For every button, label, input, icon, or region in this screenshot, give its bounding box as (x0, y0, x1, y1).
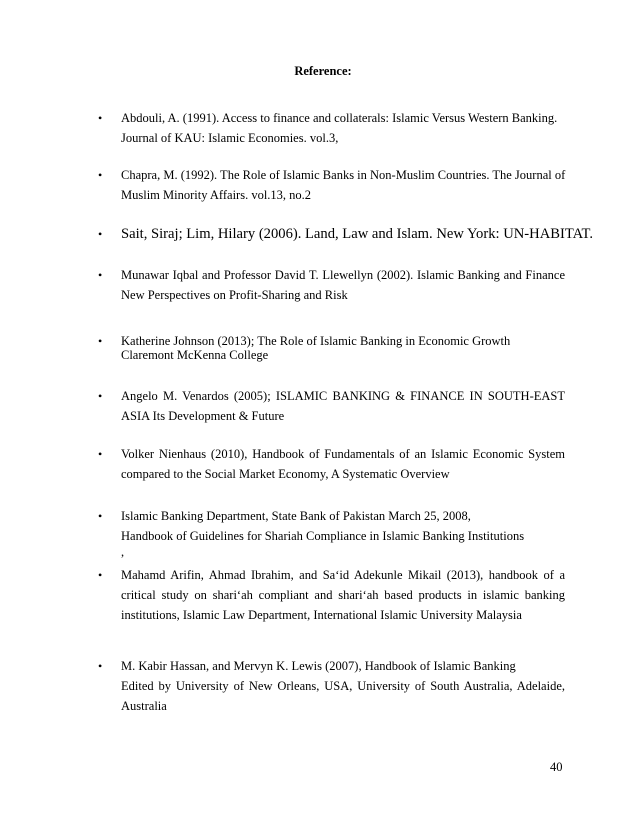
reference-line: Muslim Minority Affairs. vol.13, no.2 (121, 188, 312, 202)
reference-line: Sait, Siraj; Lim, Hilary (2006). Land, Law and Islam. New York: UN-HABITAT. (121, 226, 593, 242)
reference-item (98, 386, 565, 426)
reference-item (98, 165, 566, 205)
bullet-icon: • (98, 168, 103, 182)
reference-line: Handbook of Guidelines for Shariah Compliance in Islamic Banking Institutions (121, 529, 525, 543)
bullet-icon: • (98, 568, 103, 582)
reference-line: institutions, Islamic Law Department, International Islamic University Malaysia (121, 608, 522, 622)
reference-item (98, 506, 565, 559)
reference-line: Munawar Iqbal and Professor David T. Llewellyn (2002). Islamic Banking and Finance (121, 268, 565, 282)
reference-item (98, 334, 565, 362)
reference-item (98, 265, 565, 305)
reference-item (98, 444, 565, 484)
reference-line: M. Kabir Hassan, and Mervyn K. Lewis (2007), Handbook of Islamic Banking (121, 659, 516, 673)
bullet-icon: • (98, 334, 103, 348)
reference-line: Claremont McKenna College (121, 348, 269, 362)
page-number: 40 (550, 760, 563, 774)
reference-line: Journal of KAU: Islamic Economies. vol.3, (121, 131, 339, 145)
reference-line: Chapra, M. (1992). The Role of Islamic Banks in Non-Muslim Countries. The Journal of (121, 168, 566, 182)
reference-line: Katherine Johnson (2013); The Role of Islamic Banking in Economic Growth (121, 334, 511, 348)
reference-line: compared to the Social Market Economy, A Systematic Overview (121, 467, 450, 481)
reference-line: Mahamd Arifin, Ahmad Ibrahim, and Sa‘id Adekunle Mikail (2013), handbook of a (121, 568, 565, 582)
reference-line: Edited by University of New Orleans, USA, University of South Australia, Adelaide, (121, 679, 565, 693)
bullet-icon: • (98, 227, 103, 241)
reference-line: Volker Nienhaus (2010), Handbook of Fundamentals of an Islamic Economic System (121, 447, 565, 461)
reference-item (98, 224, 593, 244)
reference-line: critical study on shari‘ah compliant and shari‘ah based products in islamic banking (121, 588, 565, 602)
reference-item (98, 108, 565, 148)
reference-line: New Perspectives on Profit-Sharing and Risk (121, 288, 348, 302)
bullet-icon: • (98, 509, 103, 523)
reference-line: ASIA Its Development & Future (121, 409, 285, 423)
bullet-icon: • (98, 659, 103, 673)
reference-heading: Reference: (294, 64, 352, 78)
reference-line: Australia (121, 699, 167, 713)
reference-line: Abdouli, A. (1991). Access to finance and collaterals: Islamic Versus Western Banking. (121, 111, 558, 125)
reference-item (98, 565, 565, 625)
reference-item (98, 656, 565, 716)
bullet-icon: • (98, 389, 103, 403)
reference-line: Angelo M. Venardos (2005); ISLAMIC BANKING & FINANCE IN SOUTH-EAST (121, 389, 565, 403)
reference-line: Islamic Banking Department, State Bank of Pakistan March 25, 2008, (121, 509, 471, 523)
bullet-icon: • (98, 447, 103, 461)
bullet-icon: • (98, 268, 103, 282)
reference-line: , (121, 545, 125, 559)
bullet-icon: • (98, 111, 103, 125)
